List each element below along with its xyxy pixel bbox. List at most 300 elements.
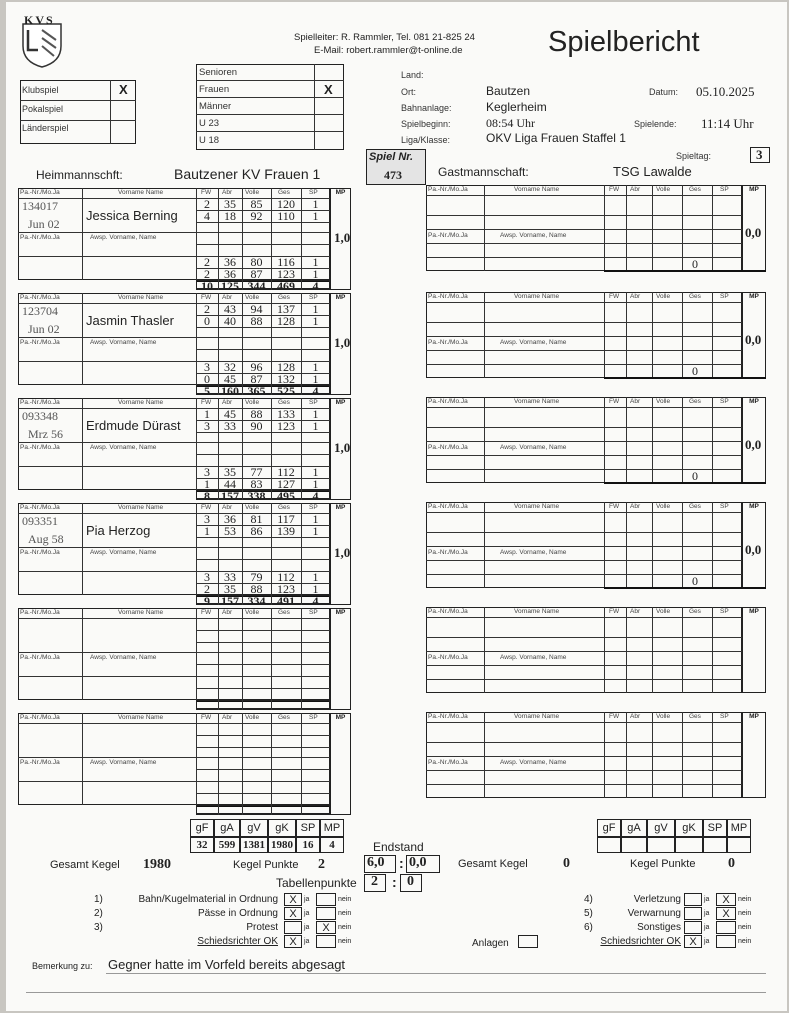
guest-ges-value: 0	[692, 469, 698, 483]
lane-1-value: 3	[204, 512, 210, 526]
pa-label: Pa.-Nr./Mo.Ja	[428, 713, 468, 720]
sp-label: SP	[309, 399, 318, 406]
fw-label: FW	[201, 609, 212, 616]
tab-colon: :	[392, 874, 397, 890]
mp-label: MP	[335, 399, 346, 406]
mp-label: MP	[749, 293, 759, 300]
abr-label: Abr	[630, 186, 641, 193]
birth-month-year: Jun 02	[28, 322, 60, 336]
lane-4-value: 1	[312, 582, 319, 596]
lane-4-value: 123	[277, 267, 295, 281]
gesamt-kegel-home-value: 1980	[143, 857, 171, 872]
pass-number: 123704	[22, 304, 58, 318]
vorname-label: Vorname Name	[514, 608, 560, 615]
lane-2-value: 1	[204, 524, 210, 538]
guest-player-block-empty	[426, 712, 766, 798]
lane-1-value: 120	[277, 197, 295, 211]
sp-label: SP	[309, 504, 318, 511]
vorname-label: Vorname Name	[118, 609, 164, 616]
kegel-punkte-home-label: Kegel Punkte	[233, 859, 299, 871]
vorname-label: Vorname Name	[514, 293, 560, 300]
endstand-colon: :	[399, 855, 404, 871]
ja-checkbox[interactable]	[684, 921, 702, 934]
vorname-label: Vorname Name	[514, 503, 560, 510]
home-player-block-empty	[18, 608, 351, 710]
awsp-label: Awsp. Vorname, Name	[90, 759, 157, 766]
ja-checkbox[interactable]: X	[684, 935, 702, 948]
pass-number: 093351	[22, 514, 58, 528]
awsp-label: Awsp. Vorname, Name	[500, 232, 567, 239]
check-number: 6)	[584, 922, 593, 933]
lane-4-value: 44	[224, 477, 236, 491]
lane-2-value: 40	[224, 314, 236, 328]
check-label: Verletzung	[633, 894, 681, 905]
totals-header-2: gV	[647, 819, 675, 837]
nein-checkbox[interactable]	[316, 893, 336, 906]
pa-label: Pa.-Nr./Mo.Ja	[428, 186, 468, 193]
guest-ges-value: 0	[692, 257, 698, 271]
player-mp-value: 1,0	[334, 230, 351, 245]
player-total-value: 491	[277, 594, 295, 608]
player-name: Erdmude Dürast	[86, 418, 181, 433]
ja-label: ja	[704, 938, 710, 945]
nein-checkbox[interactable]	[316, 907, 336, 920]
nein-label: nein	[338, 924, 352, 931]
totals-value-2	[647, 837, 675, 853]
awsp-label: Awsp. Vorname, Name	[90, 549, 157, 556]
category-senioren: Senioren	[199, 67, 238, 78]
fw-label: FW	[201, 399, 212, 406]
lane-3-value: 116	[277, 255, 295, 269]
awsp-label: Awsp. Vorname, Name	[500, 444, 567, 451]
nein-checkbox[interactable]: X	[316, 921, 336, 934]
totals-value-0: 32	[190, 837, 214, 853]
lane-1-value: 1	[204, 407, 210, 421]
volle-label: Volle	[656, 186, 671, 193]
lane-2-value: 33	[224, 419, 236, 433]
lane-1-value: 137	[277, 302, 295, 316]
nein-checkbox[interactable]: X	[716, 907, 736, 920]
ja-checkbox[interactable]	[684, 893, 702, 906]
volle-label: Volle	[656, 293, 671, 300]
vorname-label: Vorname Name	[118, 714, 164, 721]
sp-label: SP	[309, 294, 318, 301]
volle-label: Volle	[245, 294, 260, 301]
endstand-guest-value: 0,0	[409, 855, 427, 870]
pa-label: Pa.-Nr./Mo.Ja	[20, 609, 60, 616]
lane-4-value: 127	[277, 477, 295, 491]
lane-3-value: 96	[250, 360, 263, 374]
check-number: 3)	[94, 922, 103, 933]
sp-label: SP	[720, 503, 729, 510]
pa-label-2: Pa.-Nr./Mo.Ja	[428, 339, 468, 346]
volle-label: Volle	[656, 608, 671, 615]
nein-label: nein	[338, 938, 352, 945]
guest-player-block-empty	[426, 607, 766, 693]
player-total-value: 4	[312, 489, 319, 503]
totals-value-4: 16	[296, 837, 320, 853]
ja-label: ja	[304, 938, 310, 945]
player-total-value: 160	[221, 384, 239, 398]
fw-label: FW	[609, 293, 620, 300]
vorname-label: Vorname Name	[118, 399, 164, 406]
category-u23: U 23	[199, 118, 220, 129]
mp-label: MP	[749, 713, 759, 720]
nein-label: nein	[738, 924, 752, 931]
player-total-value: 495	[277, 489, 295, 503]
home-player-block	[18, 398, 351, 503]
fw-label: FW	[201, 294, 212, 301]
logo-text: KVS	[24, 13, 55, 27]
sp-label: SP	[720, 186, 729, 193]
vorname-label: Vorname Name	[514, 398, 560, 405]
kegel-punkte-guest-label: Kegel Punkte	[630, 858, 696, 870]
pa-label: Pa.-Nr./Mo.Ja	[20, 189, 60, 196]
home-player-block	[18, 503, 351, 608]
volle-label: Volle	[656, 398, 671, 405]
pa-label-2: Pa.-Nr./Mo.Ja	[428, 549, 468, 556]
lane-3-value: 36	[224, 255, 236, 269]
check-number: 1)	[94, 894, 103, 905]
lane-3-value: 33	[224, 570, 236, 584]
player-total-value: 4	[312, 594, 319, 608]
lane-2-value: 88	[250, 314, 263, 328]
lane-3-value: 1	[312, 360, 319, 374]
abr-label: Abr	[222, 504, 233, 511]
association-logo	[20, 13, 64, 68]
vorname-label: Vorname Name	[118, 504, 164, 511]
spieltag-label: Spieltag:	[676, 151, 712, 161]
endstand-label: Endstand	[373, 840, 424, 854]
mp-label: MP	[749, 398, 759, 405]
guest-ges-value: 0	[692, 364, 698, 378]
lane-2-value: 139	[277, 524, 295, 538]
totals-header-3: gK	[675, 819, 703, 837]
gesamt-kegel-home-label: Gesamt Kegel	[50, 859, 120, 871]
birth-month-year: Jun 02	[28, 217, 60, 231]
lane-2-value: 86	[250, 524, 263, 538]
kegel-punkte-guest-value: 0	[728, 856, 735, 871]
pass-number: 093348	[22, 409, 58, 423]
player-mp-value: 0,0	[745, 437, 762, 452]
sp-label: SP	[309, 714, 318, 721]
totals-value-5: 4	[320, 837, 344, 853]
totals-header-0: gF	[190, 819, 214, 837]
totals-header-5: MP	[320, 819, 344, 837]
home-player-block	[18, 293, 351, 398]
player-total-value: 365	[247, 384, 266, 398]
lane-2-value: 4	[204, 209, 210, 223]
gast-value: TSG Lawalde	[613, 164, 692, 179]
totals-header-5: MP	[727, 819, 751, 837]
pa-label-2: Pa.-Nr./Mo.Ja	[20, 444, 60, 451]
tab-home-value: 2	[371, 874, 378, 889]
ja-label: ja	[304, 896, 310, 903]
nein-label: nein	[338, 896, 352, 903]
spielbeginn-label: Spielbeginn:	[401, 119, 451, 129]
lane-3-value: 1	[312, 255, 319, 269]
totals-value-0	[597, 837, 621, 853]
player-total-value: 469	[277, 279, 295, 293]
check-label: Sonstiges	[637, 922, 681, 933]
totals-header-4: SP	[296, 819, 320, 837]
lane-3-value: 1	[312, 465, 319, 479]
pa-label: Pa.-Nr./Mo.Ja	[20, 504, 60, 511]
abr-label: Abr	[630, 398, 641, 405]
nein-label: nein	[338, 910, 352, 917]
totals-header-1: gA	[621, 819, 647, 837]
ja-label: ja	[704, 924, 710, 931]
lane-3-value: 35	[224, 465, 236, 479]
lane-1-value: 85	[250, 197, 263, 211]
contact-line-2: E-Mail: robert.rammler@t-online.de	[314, 45, 463, 56]
abr-label: Abr	[630, 713, 641, 720]
lane-3-value: 2	[204, 255, 210, 269]
lane-2-value: 53	[224, 524, 236, 538]
lane-2-value: 90	[250, 419, 263, 433]
home-player-block	[18, 188, 351, 293]
lane-4-value: 35	[224, 582, 236, 596]
guest-ges-value: 0	[692, 574, 698, 588]
lane-2-value: 110	[277, 209, 295, 223]
gesamt-kegel-guest-value: 0	[563, 856, 570, 871]
totals-header-1: gA	[214, 819, 240, 837]
lane-2-value: 18	[224, 209, 236, 223]
birth-month-year: Mrz 56	[28, 427, 63, 441]
ja-checkbox[interactable]: X	[284, 893, 302, 906]
tabellenpunkte-label: Tabellenpunkte	[276, 876, 357, 890]
check-label: Protest	[246, 922, 278, 933]
datum-value: 05.10.2025	[696, 84, 755, 99]
lane-4-value: 45	[224, 372, 236, 386]
guest-player-block	[426, 185, 766, 271]
pa-label-2: Pa.-Nr./Mo.Ja	[428, 654, 468, 661]
page-title: Spielbericht	[548, 26, 700, 58]
category-frauen: Frauen	[199, 84, 230, 95]
ja-label: ja	[304, 910, 310, 917]
nein-label: nein	[738, 910, 752, 917]
pa-label: Pa.-Nr./Mo.Ja	[428, 293, 468, 300]
player-name: Pia Herzog	[86, 523, 151, 538]
player-mp-value: 0,0	[745, 332, 762, 347]
awsp-label: Awsp. Vorname, Name	[90, 444, 157, 451]
guest-player-block	[426, 502, 766, 588]
totals-header-2: gV	[240, 819, 268, 837]
totals-header-3: gK	[268, 819, 296, 837]
pa-label: Pa.-Nr./Mo.Ja	[20, 714, 60, 721]
lane-1-value: 2	[204, 197, 210, 211]
lane-4-value: 36	[224, 267, 236, 281]
mp-label: MP	[335, 504, 346, 511]
lane-1-value: 1	[312, 302, 319, 316]
ges-label: Ges	[689, 398, 701, 405]
pa-label: Pa.-Nr./Mo.Ja	[20, 294, 60, 301]
lane-4-value: 1	[204, 477, 210, 491]
pa-label-2: Pa.-Nr./Mo.Ja	[20, 654, 60, 661]
lane-3-value: 112	[277, 465, 295, 479]
mp-label: MP	[335, 609, 346, 616]
volle-label: Volle	[245, 714, 260, 721]
ges-label: Ges	[689, 713, 701, 720]
fw-label: FW	[609, 398, 620, 405]
lane-1-value: 133	[277, 407, 295, 421]
awsp-label: Awsp. Vorname, Name	[500, 339, 567, 346]
ges-label: Ges	[278, 399, 290, 406]
nein-label: nein	[738, 938, 752, 945]
lane-1-value: 81	[250, 512, 263, 526]
lane-3-value: 112	[277, 570, 295, 584]
volle-label: Volle	[245, 189, 260, 196]
player-total-value: 157	[221, 594, 239, 608]
fw-label: FW	[609, 503, 620, 510]
lane-4-value: 87	[250, 267, 263, 281]
volle-label: Volle	[245, 399, 260, 406]
sp-label: SP	[720, 398, 729, 405]
ges-label: Ges	[278, 294, 290, 301]
abr-label: Abr	[222, 189, 233, 196]
spiel-nr-value: 473	[384, 168, 402, 182]
pa-label-2: Pa.-Nr./Mo.Ja	[20, 339, 60, 346]
lane-4-value: 88	[250, 582, 263, 596]
player-name: Jessica Berning	[86, 208, 178, 223]
abr-label: Abr	[222, 399, 233, 406]
ges-label: Ges	[689, 293, 701, 300]
pa-label-2: Pa.-Nr./Mo.Ja	[428, 444, 468, 451]
player-mp-value: 1,0	[334, 440, 351, 455]
awsp-label: Awsp. Vorname, Name	[500, 759, 567, 766]
lane-3-value: 80	[250, 255, 263, 269]
tab-guest-value: 0	[407, 874, 414, 889]
spiel-nr-label: Spiel Nr.	[369, 151, 414, 163]
vorname-label: Vorname Name	[514, 713, 560, 720]
pa-label: Pa.-Nr./Mo.Ja	[428, 608, 468, 615]
lane-1-value: 36	[224, 512, 236, 526]
totals-value-3: 1980	[268, 837, 296, 853]
check-label: Verwarnung	[627, 908, 681, 919]
nein-checkbox[interactable]	[316, 935, 336, 948]
bahnanlage-label: Bahnanlage:	[401, 103, 452, 113]
game-type-pokalspiel: Pokalspiel	[22, 104, 64, 114]
fw-label: FW	[609, 608, 620, 615]
lane-2-value: 1	[312, 314, 319, 328]
ges-label: Ges	[689, 503, 701, 510]
pass-number: 134017	[22, 199, 58, 213]
nein-checkbox[interactable]	[716, 935, 736, 948]
spielende-value: 11:14 Uhr	[701, 116, 754, 131]
ges-label: Ges	[689, 186, 701, 193]
remark-value: Gegner hatte im Vorfeld bereits abgesagt	[108, 957, 346, 972]
totals-value-4	[703, 837, 727, 853]
lane-4-value: 1	[312, 372, 319, 386]
sp-label: SP	[720, 608, 729, 615]
fw-label: FW	[609, 186, 620, 193]
abr-label: Abr	[222, 609, 233, 616]
ja-checkbox[interactable]: X	[284, 907, 302, 920]
pa-label-2: Pa.-Nr./Mo.Ja	[20, 549, 60, 556]
player-total-value: 8	[204, 489, 210, 503]
lane-1-value: 43	[224, 302, 236, 316]
category-frauen-mark: X	[324, 82, 333, 97]
ges-label: Ges	[278, 609, 290, 616]
abr-label: Abr	[630, 608, 641, 615]
lane-4-value: 123	[277, 582, 295, 596]
nein-checkbox[interactable]	[716, 921, 736, 934]
lane-1-value: 45	[224, 407, 236, 421]
volle-label: Volle	[656, 503, 671, 510]
nein-label: nein	[738, 896, 752, 903]
lane-1-value: 2	[204, 302, 210, 316]
lane-2-value: 92	[250, 209, 263, 223]
spielbeginn-value: 08:54 Uhr	[486, 116, 535, 130]
ja-checkbox[interactable]	[284, 921, 302, 934]
datum-label: Datum:	[649, 87, 679, 97]
ja-checkbox[interactable]	[684, 907, 702, 920]
liga-label: Liga/Klasse:	[401, 135, 451, 145]
liga-value: OKV Liga Frauen Staffel 1	[486, 131, 626, 145]
fw-label: FW	[201, 189, 212, 196]
check-label: Schiedsrichter OK	[600, 936, 681, 947]
spieltag-value: 3	[756, 147, 763, 162]
player-name: Jasmin Thasler	[86, 313, 174, 328]
sp-label: SP	[309, 189, 318, 196]
guest-player-block	[426, 292, 766, 378]
category-maenner: Männer	[199, 101, 232, 112]
player-total-value: 9	[204, 594, 210, 608]
check-label: Schiedsrichter OK	[197, 936, 278, 947]
bahnanlage-value: Keglerheim	[486, 100, 547, 114]
remark-label: Bemerkung zu:	[32, 961, 93, 971]
check-label: Pässe in Ordnung	[197, 908, 278, 919]
category-u18: U 18	[199, 135, 220, 146]
birth-month-year: Aug 58	[28, 532, 64, 546]
player-total-value: 338	[247, 489, 266, 503]
nein-checkbox[interactable]: X	[716, 893, 736, 906]
ja-label: ja	[704, 896, 710, 903]
ges-label: Ges	[278, 504, 290, 511]
pa-label-2: Pa.-Nr./Mo.Ja	[20, 759, 60, 766]
game-type-klubspiel: Klubspiel	[22, 85, 59, 95]
pa-label: Pa.-Nr./Mo.Ja	[20, 399, 60, 406]
heim-label: Heimmannschft:	[36, 168, 123, 182]
awsp-label: Awsp. Vorname, Name	[90, 654, 157, 661]
vorname-label: Vorname Name	[118, 189, 164, 196]
lane-3-value: 3	[204, 360, 210, 374]
volle-label: Volle	[656, 713, 671, 720]
totals-value-3	[675, 837, 703, 853]
pa-label: Pa.-Nr./Mo.Ja	[428, 503, 468, 510]
ja-checkbox[interactable]: X	[284, 935, 302, 948]
lane-1-value: 117	[277, 512, 295, 526]
vorname-label: Vorname Name	[514, 186, 560, 193]
mp-label: MP	[335, 189, 346, 196]
lane-3-value: 1	[312, 570, 319, 584]
volle-label: Volle	[245, 609, 260, 616]
fw-label: FW	[609, 713, 620, 720]
gesamt-kegel-guest-label: Gesamt Kegel	[458, 858, 528, 870]
lane-3-value: 128	[277, 360, 295, 374]
awsp-label: Awsp. Vorname, Name	[500, 549, 567, 556]
lane-4-value: 2	[204, 267, 210, 281]
totals-header-0: gF	[597, 819, 621, 837]
ja-label: ja	[704, 910, 710, 917]
home-player-block-empty	[18, 713, 351, 815]
player-total-value: 157	[221, 489, 239, 503]
player-mp-value: 1,0	[334, 335, 351, 350]
lane-3-value: 3	[204, 570, 210, 584]
fw-label: FW	[201, 714, 212, 721]
lane-4-value: 1	[312, 477, 319, 491]
check-number: 2)	[94, 908, 103, 919]
